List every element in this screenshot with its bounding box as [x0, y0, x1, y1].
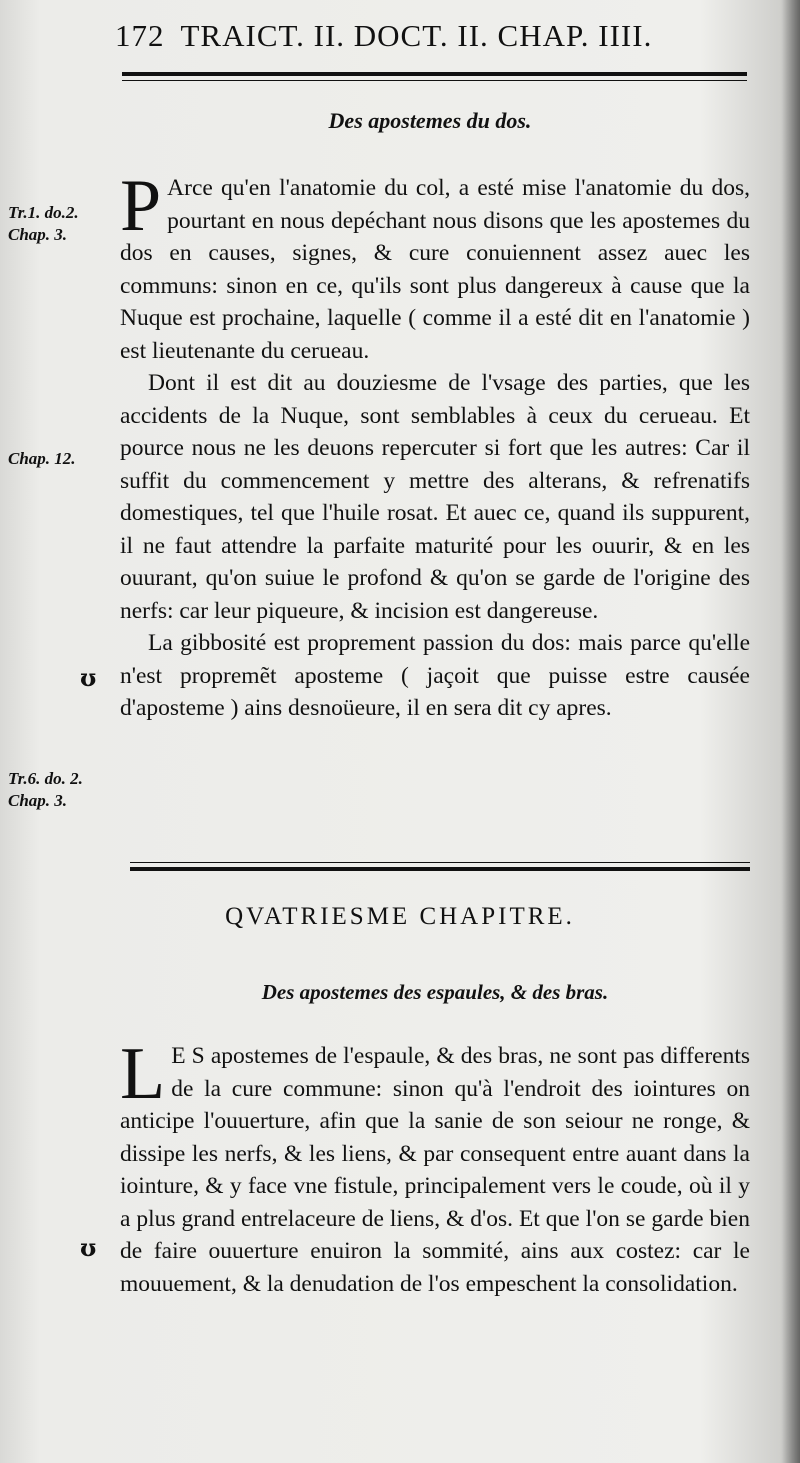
margin-note-1: Tr.1. do.2. Chap. 3. [8, 203, 79, 244]
header-rule-thin [122, 80, 747, 81]
ornament-icon: ʊ [80, 663, 97, 692]
margin-note-3: Tr.6. do. 2. Chap. 3. [8, 769, 83, 810]
drop-cap-l: L [120, 1033, 166, 1115]
section-rule [130, 867, 750, 871]
chapter-heading: QVATRIESME CHAPITRE. [225, 903, 575, 930]
section-subtitle: Des apostemes du dos. [328, 108, 532, 133]
chapter-paragraph: L E S apostemes de l'espaule, & des bras, ne sont pas differents de la cure commune: sinon qu'à l'endroit des iointures on anticipe l'ouuerture, afin que la sanie de son seiour ne ronge, & dissipe les nerfs, & les liens, & par consequent entre auant dans la iointure, & y face vne fistule, principalement vers le coude, où il y a plus grand entrelaceure de liens, & d'os. Et que l'on se garde bien de faire ouuerture enuiron la sommité, ains aux costez: car le mouuement, & la denudation de l'os empeschent la consolidation. [120, 1033, 750, 1297]
running-header [115, 18, 755, 58]
chapter-subtitle: Des apostemes des espaules, & des bras. [261, 980, 609, 1004]
running-title: TRAICT. II. DOCT. II. CHAP. IIII. [180, 18, 653, 53]
paragraph-3: La gibbosité est proprement passion du dos: mais parce qu'elle n'est propremẽt aposteme ( jaçoit que puisse estre causée d'aposteme ) ains desnoüeure, il en sera dit cy apres. [120, 630, 750, 721]
drop-cap-p: P [120, 165, 162, 247]
page-number: 172 [115, 18, 165, 53]
chapter-body [120, 1033, 750, 1300]
ornament-icon-2: ʊ [80, 1233, 97, 1262]
section-rule-thin [130, 862, 750, 863]
page-gutter-shadow [782, 0, 800, 1463]
header-rule [122, 72, 747, 76]
paragraph-1: P Arce qu'en l'anatomie du col, a esté mise l'anatomie du dos, pourtant en nous depéchant nous disons que les apostemes du dos en causes, signes, & cure conuiennent assez auec les communs: sinon en ce, qu'ils sont plus dangereux à cause que la Nuque est prochaine, laquelle ( comme il a esté dit en l'anatomie ) est lieutenante du cerueau. [120, 165, 750, 364]
margin-note-2: Chap. 12. [8, 449, 76, 468]
section-body [120, 165, 750, 725]
paragraph-2: Dont il est dit au douziesme de l'vsage des parties, que les accidents de la Nuque, sont semblables à ceux du cerueau. Et pource nous ne les deuons repercuter si fort que les autres: Car il suffit du commencement y mettre des alterans, & refrenatifs domestiques, tel que l'huile rosat. Et auec ce, quand ils suppurent, il ne faut attendre la parfaite maturité pour les ouurir, & en les ouurant, qu'on suiue le profond & qu'on se garde de l'origine des nerfs: car leur piqueure, & incision est dangereuse. [120, 370, 750, 624]
